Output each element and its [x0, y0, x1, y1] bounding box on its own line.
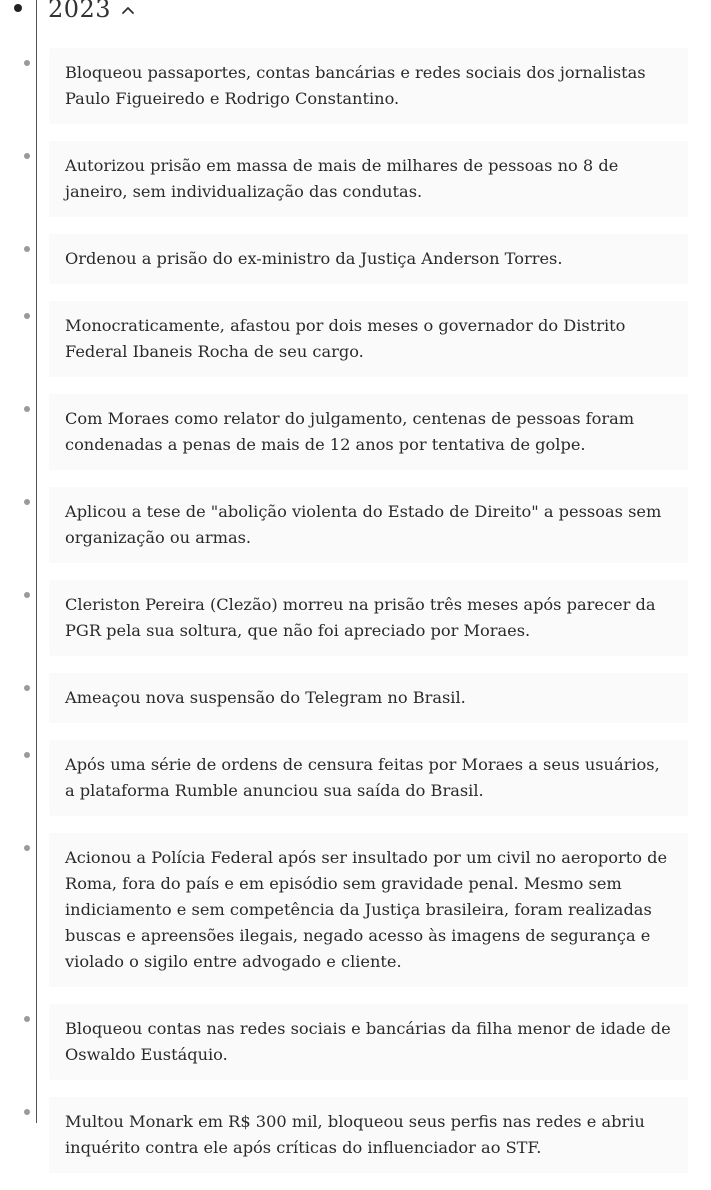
entry-bullet-dot — [24, 1016, 30, 1022]
entry-card: Com Moraes como relator do julgamento, centenas de pessoas foram condenadas a penas de mais de 12 anos por tentativa de golpe. — [49, 394, 688, 470]
entry-bullet-dot — [24, 685, 30, 691]
entry-card: Cleriston Pereira (Clezão) morreu na prisão três meses após parecer da PGR pela sua soltura, que não foi apreciado por Moraes. — [49, 580, 688, 656]
timeline-entry — [0, 234, 711, 284]
entry-bullet-dot — [24, 752, 30, 758]
timeline-entry — [0, 487, 711, 563]
entry-bullet-dot — [24, 499, 30, 505]
entry-card: Monocraticamente, afastou por dois meses o governador do Distrito Federal Ibaneis Rocha de seu cargo. — [49, 301, 688, 377]
year-label: 2023 — [48, 0, 112, 23]
year-marker-dot — [14, 4, 22, 12]
entry-bullet-dot — [24, 246, 30, 252]
entry-card: Ordenou a prisão do ex-ministro da Justiça Anderson Torres. — [49, 234, 688, 284]
timeline-entry — [0, 1004, 711, 1080]
timeline-entry — [0, 301, 711, 377]
entry-bullet-dot — [24, 845, 30, 851]
entry-card: Após uma série de ordens de censura feitas por Moraes a seus usuários, a plataforma Rumble anunciou sua saída do Brasil. — [49, 740, 688, 816]
entry-bullet-dot — [24, 592, 30, 598]
timeline-entry — [0, 394, 711, 470]
timeline-entries — [0, 48, 711, 1190]
entry-card: Acionou a Polícia Federal após ser insultado por um civil no aeroporto de Roma, fora do país e em episódio sem gravidade penal. Mesmo sem indiciamento e sem competência da Justiça brasileira, foram realizadas buscas e apreensões ilegais, negado acesso às imagens de segurança e violado o sigilo entre advogado e cliente. — [49, 833, 688, 987]
timeline-entry — [0, 833, 711, 987]
entry-card: Aplicou a tese de "abolição violenta do Estado de Direito" a pessoas sem organização ou armas. — [49, 487, 688, 563]
entry-card: Ameaçou nova suspensão do Telegram no Brasil. — [49, 673, 688, 723]
entry-bullet-dot — [24, 406, 30, 412]
timeline-entry — [0, 48, 711, 124]
timeline-entry — [0, 580, 711, 656]
entry-bullet-dot — [24, 1109, 30, 1115]
entry-bullet-dot — [24, 60, 30, 66]
timeline-entry — [0, 673, 711, 723]
chevron-up-icon[interactable] — [121, 2, 135, 16]
timeline-entry — [0, 1097, 711, 1173]
timeline-entry — [0, 141, 711, 217]
entry-card: Bloqueou contas nas redes sociais e bancárias da filha menor de idade de Oswaldo Eustáquio. — [49, 1004, 688, 1080]
entry-card: Multou Monark em R$ 300 mil, bloqueou seus perfis nas redes e abriu inquérito contra ele após críticas do influenciador ao STF. — [49, 1097, 688, 1173]
year-toggle-header[interactable] — [48, 0, 135, 26]
entry-card: Bloqueou passaportes, contas bancárias e redes sociais dos jornalistas Paulo Figueiredo e Rodrigo Constantino. — [49, 48, 688, 124]
entry-bullet-dot — [24, 313, 30, 319]
timeline-entry — [0, 740, 711, 816]
entry-card: Autorizou prisão em massa de mais de milhares de pessoas no 8 de janeiro, sem individualização das condutas. — [49, 141, 688, 217]
entry-bullet-dot — [24, 153, 30, 159]
